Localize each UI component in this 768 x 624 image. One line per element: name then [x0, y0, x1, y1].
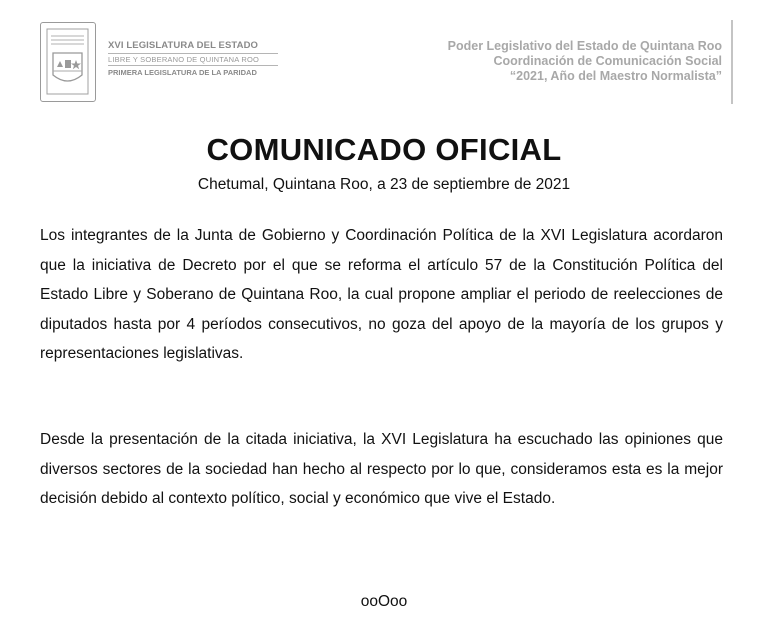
- institution-line-3: “2021, Año del Maestro Normalista”: [509, 69, 722, 83]
- document-title: COMUNICADO OFICIAL: [206, 132, 562, 167]
- institution-header: [448, 39, 722, 84]
- closing-mark: ooOoo: [360, 593, 408, 610]
- congress-seal-logo: [40, 22, 96, 102]
- paragraph-2: Desde la presentación de la citada iniciativa, la XVI Legislatura ha escuchado las opiniones que diversos sectores de la sociedad han hecho al respecto por lo que, consideramos esta es la mejor decisión debido al contexto político, social y económico que vive el Estado.: [40, 431, 723, 508]
- paragraph-1: Los integrantes de la Junta de Gobierno y Coordinación Política de la XVI Legislatura acordaron que la iniciativa de Decreto por el que se reforma el artículo 57 de la Constitución Política del Estado Libre y Soberano de Quintana Roo, la cual propone ampliar el periodo de reelecciones de diputados hasta por 4 períodos consecutivos, no goza del apoyo de la mayoría de los grupos y representaciones legislativas.: [40, 227, 723, 363]
- legislature-subtitle: LIBRE Y SOBERANO DE QUINTANA ROO: [108, 53, 278, 66]
- legislature-wordmark: [108, 40, 278, 77]
- letterhead: [0, 0, 768, 110]
- legislature-name: XVI LEGISLATURA DEL ESTADO: [108, 40, 259, 51]
- header-divider: [731, 20, 733, 104]
- institution-line-2: Coordinación de Comunicación Social: [493, 54, 722, 68]
- date-line: Chetumal, Quintana Roo, a 23 de septiembre de 2021: [197, 176, 571, 193]
- legislature-tagline: PRIMERA LEGISLATURA DE LA PARIDAD: [108, 68, 257, 77]
- seal-emblem-icon: [41, 23, 94, 100]
- institution-line-1: Poder Legislativo del Estado de Quintana Roo: [447, 39, 722, 53]
